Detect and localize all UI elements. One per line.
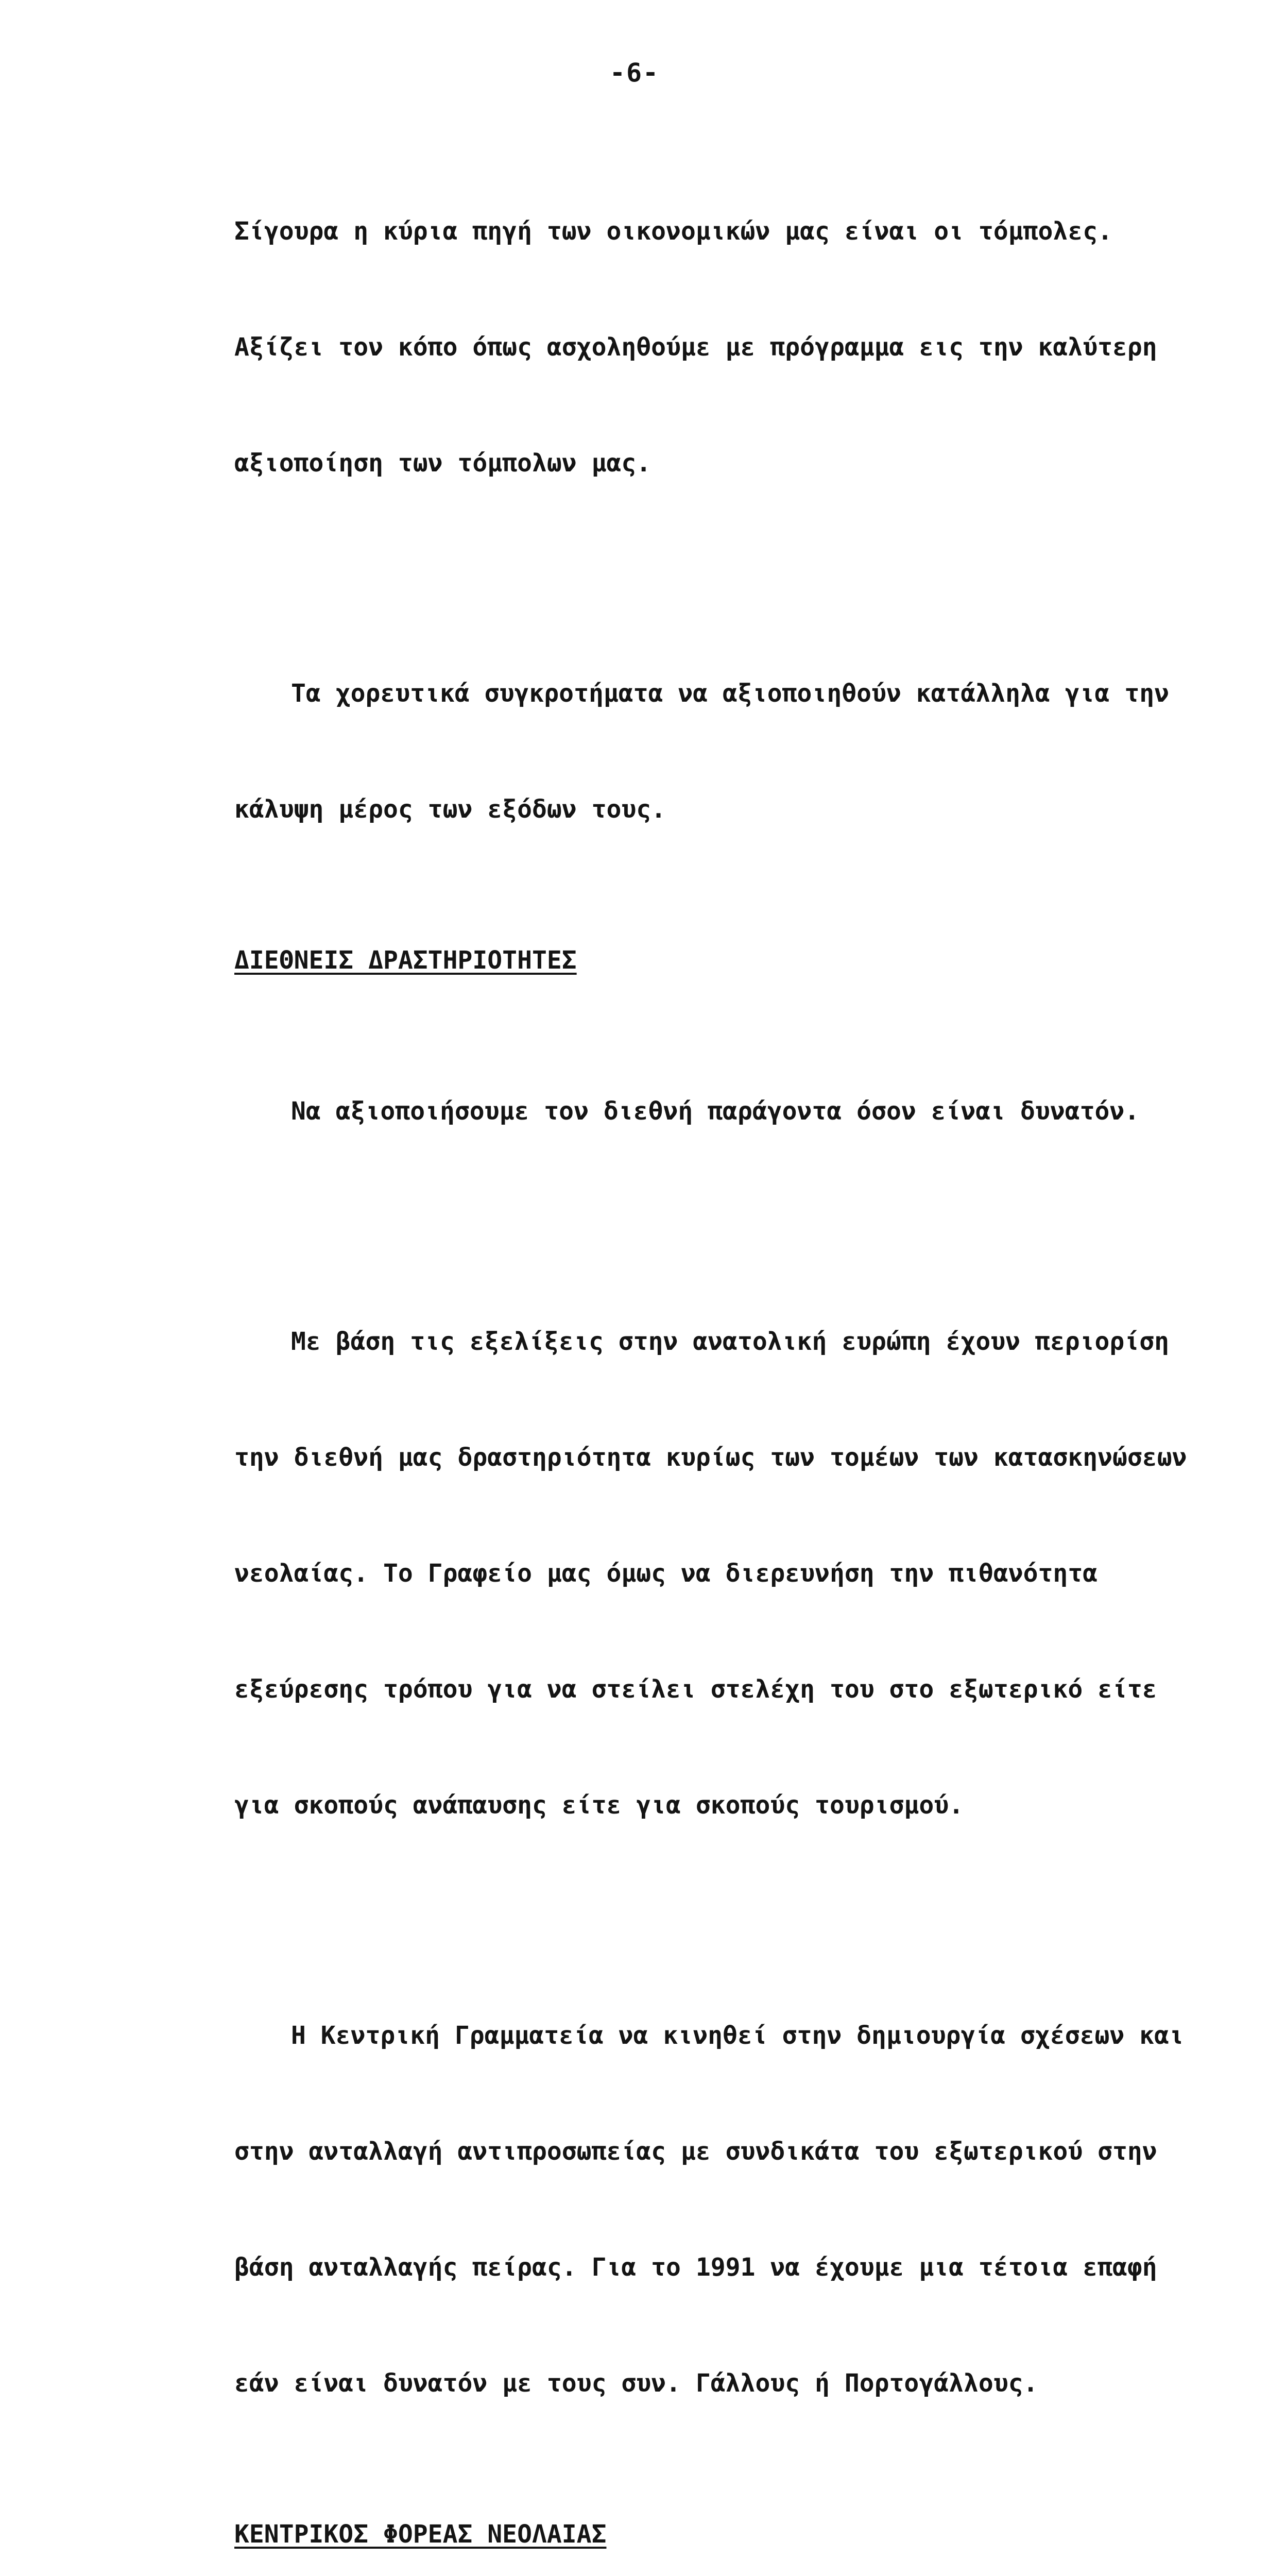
text-line: νεολαίας. Το Γραφείο μας όμως να διερευνήση την πιθανότητα [234,1559,1098,1588]
text-line: Αξίζει τον κόπο όπως ασχοληθούμε με πρόγραμμα εις την καλύτερη [234,333,1157,362]
text-line: κάλυψη μέρος των εξόδων τους. [234,795,666,824]
text-line: Η Κεντρική Γραμματεία να κινηθεί στην δημιουργία σχέσεων και [291,2021,1184,2050]
page-body [234,135,1187,2576]
paragraph-dance-groups [234,597,1170,906]
text-line: την διεθνή μας δραστηριότητα κυρίως των τομέων των κατασκηνώσεων [234,1443,1187,1472]
text-line: για σκοπούς ανάπαυσης είτε για σκοπούς τουρισμού. [234,1791,964,1820]
paragraph-eastern-europe [234,1245,1187,1902]
section-heading-international: ΔΙΕΘΝΕΙΣ ΔΡΑΣΤΗΡΙΟΤΗΤΕΣ [234,946,577,975]
text-line: Να αξιοποιήσουμε τον διεθνή παράγοντα όσον είναι δυνατόν. [291,1097,1140,1126]
text-line: εξεύρεσης τρόπου για να στείλει στελέχη του στο εξωτερικό είτε [234,1675,1157,1704]
paragraph-central-secretariat [234,1939,1184,2480]
text-line: εάν είναι δυνατόν με τους συν. Γάλλους ή Πορτογάλλους. [234,2369,1038,2398]
text-line: Με βάση τις εξελίξεις στην ανατολική ευρώπη έχουν περιορίση [291,1327,1170,1356]
paragraph-international-factor [234,1015,1140,1208]
text-line: Σίγουρα η κύρια πηγή των οικονομικών μας είναι οι τόμπολες. [234,217,1113,246]
section-heading-youth-body: ΚΕΝΤΡΙΚΟΣ ΦΟΡΕΑΣ ΝΕΟΛΑΙΑΣ [234,2520,607,2549]
text-line: αξιοποίηση των τόμπολων μας. [234,449,651,478]
text-line: Τα χορευτικά συγκροτήματα να αξιοποιηθούν κατάλληλα για την [291,679,1170,708]
text-line: βάση ανταλλαγής πείρας. Για το 1991 να έχουμε μια τέτοια επαφή [234,2253,1157,2282]
text-line: στην ανταλλαγή αντιπροσωπείας με συνδικάτα του εξωτερικού στην [234,2137,1157,2166]
paragraph-lotteries [234,135,1157,560]
page-number: -6- [609,58,660,88]
